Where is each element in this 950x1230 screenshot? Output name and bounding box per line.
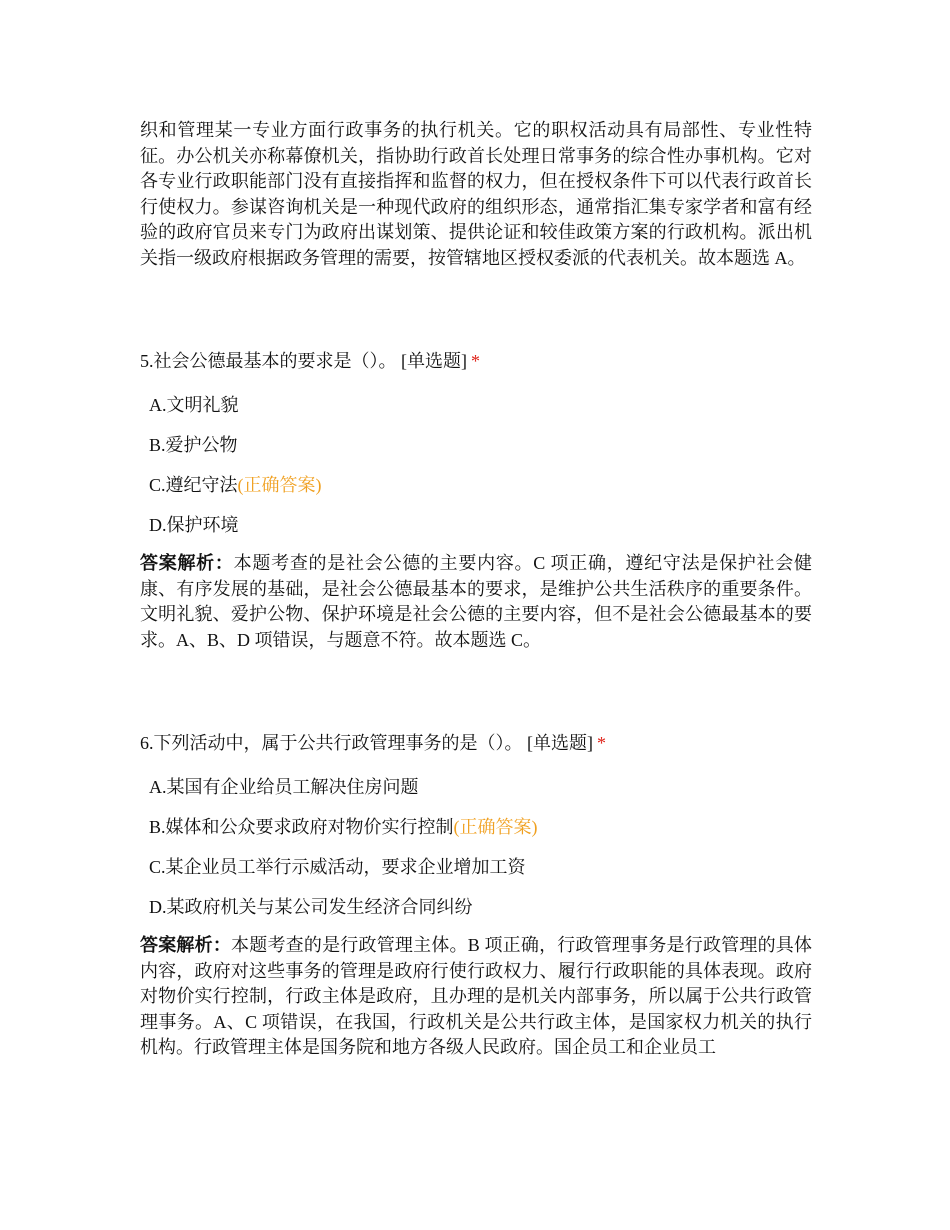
option-text: B.媒体和公众要求政府对物价实行控制 bbox=[149, 817, 454, 837]
analysis-text: 本题考查的是社会公德的主要内容。C 项正确，遵纪守法是保护社会健康、有序发展的基础，是社会公德最基本的要求，是维护公共生活秩序的重要条件。文明礼貌、爱护公物、保护环境是社会公德的主要内容，但不是社会公德最基本的要求。A、B、D 项错误，与题意不符。故本题选 C。 bbox=[140, 553, 812, 650]
option-text: D.保护环境 bbox=[149, 515, 239, 535]
option-text: C.遵纪守法 bbox=[149, 475, 238, 495]
answer-analysis bbox=[140, 933, 812, 1061]
option-text: A.文明礼貌 bbox=[149, 395, 239, 415]
option-text: A.某国有企业给员工解决住房问题 bbox=[149, 777, 419, 797]
correct-answer-tag: (正确答案) bbox=[237, 475, 322, 495]
analysis-label: 答案解析： bbox=[140, 553, 234, 573]
question-text: 5.社会公德最基本的要求是（）。 [单选题] bbox=[140, 351, 467, 371]
question-title bbox=[140, 730, 812, 756]
option-b[interactable] bbox=[140, 432, 812, 458]
option-text: B.爱护公物 bbox=[149, 435, 238, 455]
option-c[interactable] bbox=[140, 472, 812, 498]
option-text: D.某政府机关与某公司发生经济合同纠纷 bbox=[149, 897, 473, 917]
option-text: C.某企业员工举行示威活动，要求企业增加工资 bbox=[149, 857, 526, 877]
option-b[interactable] bbox=[140, 814, 812, 840]
correct-answer-tag: (正确答案) bbox=[453, 817, 538, 837]
option-a[interactable] bbox=[140, 392, 812, 418]
option-d[interactable] bbox=[140, 512, 812, 538]
option-c[interactable] bbox=[140, 854, 812, 880]
question-text: 6.下列活动中，属于公共行政管理事务的是（）。 [单选题] bbox=[140, 733, 593, 753]
answer-analysis bbox=[140, 551, 812, 653]
required-mark: * bbox=[597, 733, 606, 753]
option-list bbox=[140, 392, 812, 538]
intro-paragraph: 织和管理某一专业方面行政事务的执行机关。它的职权活动具有局部性、专业性特征。办公机关亦称幕僚机关，指协助行政首长处理日常事务的综合性办事机构。它对各专业行政职能部门没有直接指挥和监督的权力，但在授权条件下可以代表行政首长行使权力。参谋咨询机关是一种现代政府的组织形态，通常指汇集专家学者和富有经验的政府官员来专门为政府出谋划策、提供论证和较佳政策方案的行政机构。派出机关指一级政府根据政务管理的需要，按管辖地区授权委派的代表机关。故本题选 A。 bbox=[140, 120, 812, 268]
option-d[interactable] bbox=[140, 894, 812, 920]
analysis-text: 本题考查的是行政管理主体。B 项正确，行政管理事务是行政管理的具体内容，政府对这些事务的管理是政府行使行政权力、履行行政职能的具体表现。政府对物价实行控制，行政主体是政府，且办理的是机关内部事务，所以属于公共行政管理事务。A、C 项错误，在我国，行政机关是公共行政主体，是国家权力机关的执行机构。行政管理主体是国务院和地方各级人民政府。国企员工和企业员工 bbox=[140, 935, 812, 1057]
analysis-label: 答案解析： bbox=[140, 935, 232, 955]
required-mark: * bbox=[471, 351, 480, 371]
document-page bbox=[140, 118, 812, 1061]
option-a[interactable] bbox=[140, 774, 812, 800]
option-list bbox=[140, 774, 812, 920]
question-5 bbox=[140, 348, 812, 653]
question-6 bbox=[140, 730, 812, 1061]
question-title bbox=[140, 348, 812, 374]
